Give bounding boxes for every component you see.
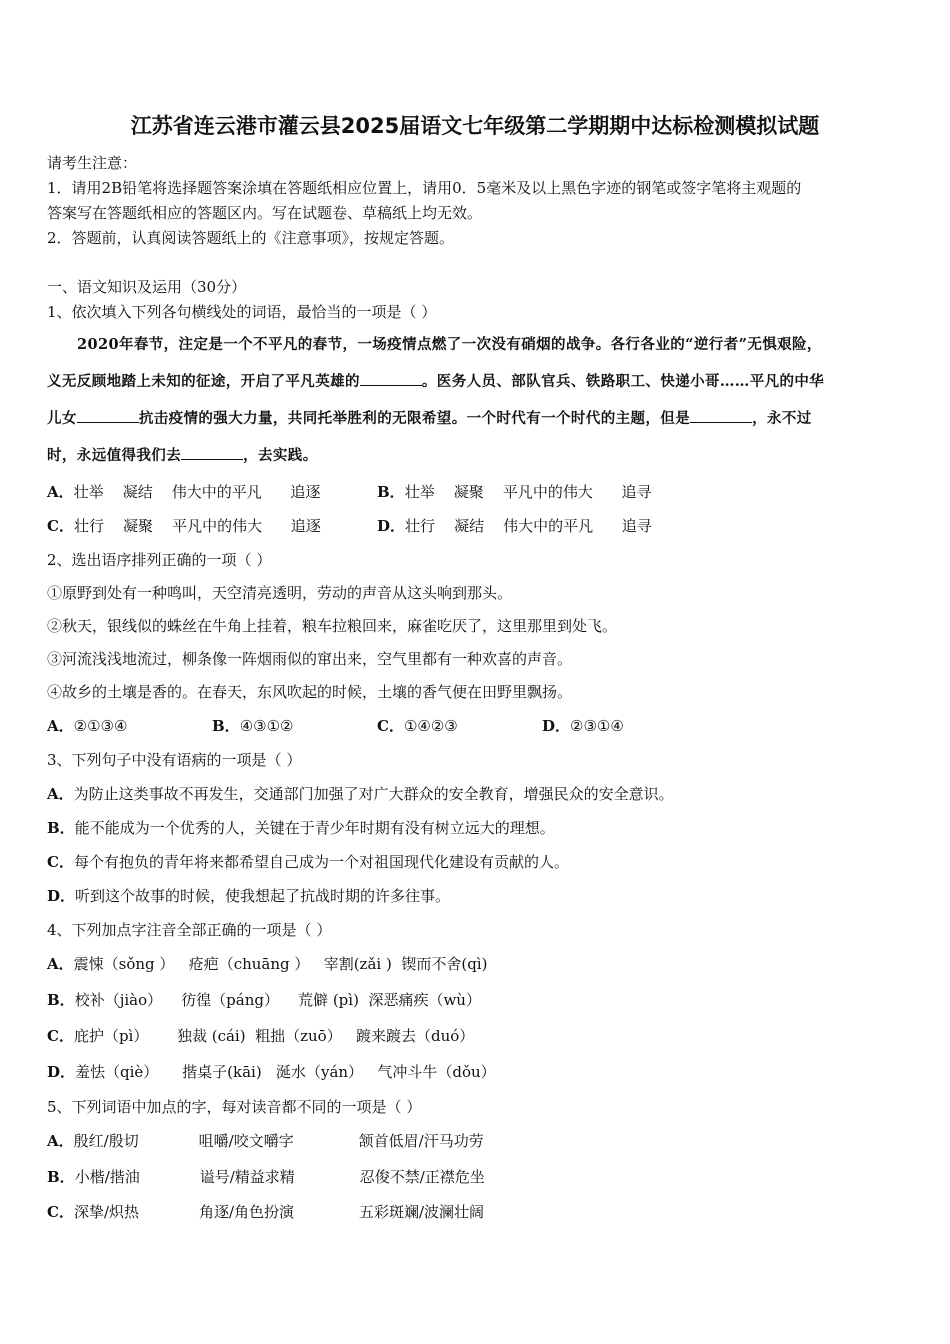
answer-blank-4 — [181, 447, 243, 460]
notice-item-1-line-2: 答案写在答题纸相应的答题区内。写在试题卷、草稿纸上均无效。 — [47, 204, 483, 222]
question-2-option-d[interactable]: D．②③①④ — [542, 717, 624, 735]
passage-line-2a: 义无反顾地踏上未知的征途，开启了平凡英雄的 — [47, 373, 360, 390]
question-1-passage — [47, 326, 912, 474]
question-4-option-d[interactable]: D．羞怯（qiè） 揩桌子(kāi) 涎水（yán） 气冲斗牛（dǒu） — [47, 1063, 496, 1081]
question-4-stem: 4、下列加点字注音全部正确的一项是（ ） — [47, 921, 332, 939]
question-5-option-a[interactable]: A．殷红/殷切 咀嚼/咬文嚼字 颔首低眉/汗马功劳 — [47, 1132, 484, 1150]
question-2-sentence-2: ②秋天，银线似的蛛丝在牛角上挂着，粮车拉粮回来，麻雀吃厌了，这里那里到处飞。 — [47, 617, 618, 635]
question-3-option-c[interactable]: C．每个有抱负的青年将来都希望自己成为一个对祖国现代化建设有贡献的人。 — [47, 853, 569, 871]
question-3-option-a[interactable]: A．为防止这类事故不再发生，交通部门加强了对广大群众的安全教育，增强民众的安全意识。 — [47, 785, 674, 803]
passage-line-4a: 时，永远值得我们去 — [47, 447, 182, 464]
question-2-option-c[interactable]: C．①④②③ — [377, 717, 458, 735]
question-2-sentence-4: ④故乡的土壤是香的。在春天，东风吹起的时候，土壤的香气便在田野里飘扬。 — [47, 683, 573, 701]
passage-line-4b: ，去实践。 — [243, 447, 318, 464]
question-1-option-d[interactable]: D．壮行 凝结 伟大中的平凡 追寻 — [377, 517, 652, 535]
question-3-option-b[interactable]: B．能不能成为一个优秀的人，关键在于青少年时期有没有树立远大的理想。 — [47, 819, 555, 837]
question-5-option-b[interactable]: B．小楷/揩油 谥号/精益求精 忍俊不禁/正襟危坐 — [47, 1168, 485, 1186]
passage-line-3b: 抗击疫情的强大力量，共同托举胜利的无限希望。一个时代有一个时代的主题，但是 — [138, 410, 691, 427]
question-4-option-b[interactable]: B．校补（jiào） 彷徨（páng） 荒僻 (pì) 深恶痛疾（wù） — [47, 991, 481, 1009]
question-2-stem: 2、选出语序排列正确的一项（ ） — [47, 551, 272, 569]
section-heading: 一、语文知识及运用（30分） — [47, 278, 247, 296]
answer-blank-3 — [690, 410, 752, 423]
question-1-option-a[interactable]: A．壮举 凝结 伟大中的平凡 追逐 — [47, 483, 321, 501]
answer-blank-2 — [77, 410, 139, 423]
question-3-stem: 3、下列句子中没有语病的一项是（ ） — [47, 751, 302, 769]
passage-line-1: 2020年春节，注定是一个不平凡的春节，一场疫情点燃了一次没有硝烟的战争。各行各业的“逆行者”无惧艰险， — [77, 336, 822, 353]
notice-item-1-line-1: 1．请用2B铅笔将选择题答案涂填在答题纸相应位置上，请用0．5毫米及以上黑色字迹的钢笔或签字笔将主观题的 — [47, 179, 802, 197]
answer-blank-1 — [360, 373, 422, 386]
page-title: 江苏省连云港市灌云县2025届语文七年级第二学期期中达标检测模拟试题 — [130, 114, 820, 138]
question-1-option-c[interactable]: C．壮行 凝聚 平凡中的伟大 追逐 — [47, 517, 321, 535]
question-2-sentence-1: ①原野到处有一种鸣叫，天空清亮透明，劳动的声音从这头响到那头。 — [47, 584, 513, 602]
notice-item-2: 2．答题前，认真阅读答题纸上的《注意事项》，按规定答题。 — [47, 229, 455, 247]
passage-line-3c: ，永不过 — [752, 410, 812, 427]
question-3-option-d[interactable]: D．听到这个故事的时候，使我想起了抗战时期的许多往事。 — [47, 887, 451, 905]
question-2-option-a[interactable]: A．②①③④ — [47, 717, 128, 735]
passage-line-3a: 儿女 — [47, 410, 77, 427]
question-5-option-c[interactable]: C．深挚/炽热 角逐/角色扮演 五彩斑斓/波澜壮阔 — [47, 1203, 485, 1221]
question-1-option-b[interactable]: B．壮举 凝聚 平凡中的伟大 追寻 — [377, 483, 652, 501]
question-2-option-b[interactable]: B．④③①② — [212, 717, 294, 735]
question-4-option-a[interactable]: A．震悚（sǒng ） 疮疤（chuāng ） 宰割(zǎi ) 锲而不舍(qì) — [47, 955, 488, 973]
question-1-stem: 1、依次填入下列各句横线处的词语，最恰当的一项是（ ） — [47, 303, 437, 321]
question-4-option-c[interactable]: C．庇护（pì） 独裁 (cái) 粗拙（zuō） 踱来踱去（duó） — [47, 1027, 475, 1045]
question-2-sentence-3: ③河流浅浅地流过，柳条像一阵烟雨似的窜出来，空气里都有一种欢喜的声音。 — [47, 650, 573, 668]
question-5-stem: 5、下列词语中加点的字，每对读音都不同的一项是（ ） — [47, 1098, 422, 1116]
passage-line-2b: 。医务人员、部队官兵、铁路职工、快递小哥……平凡的中华 — [421, 373, 825, 390]
notice-heading: 请考生注意： — [47, 154, 138, 172]
